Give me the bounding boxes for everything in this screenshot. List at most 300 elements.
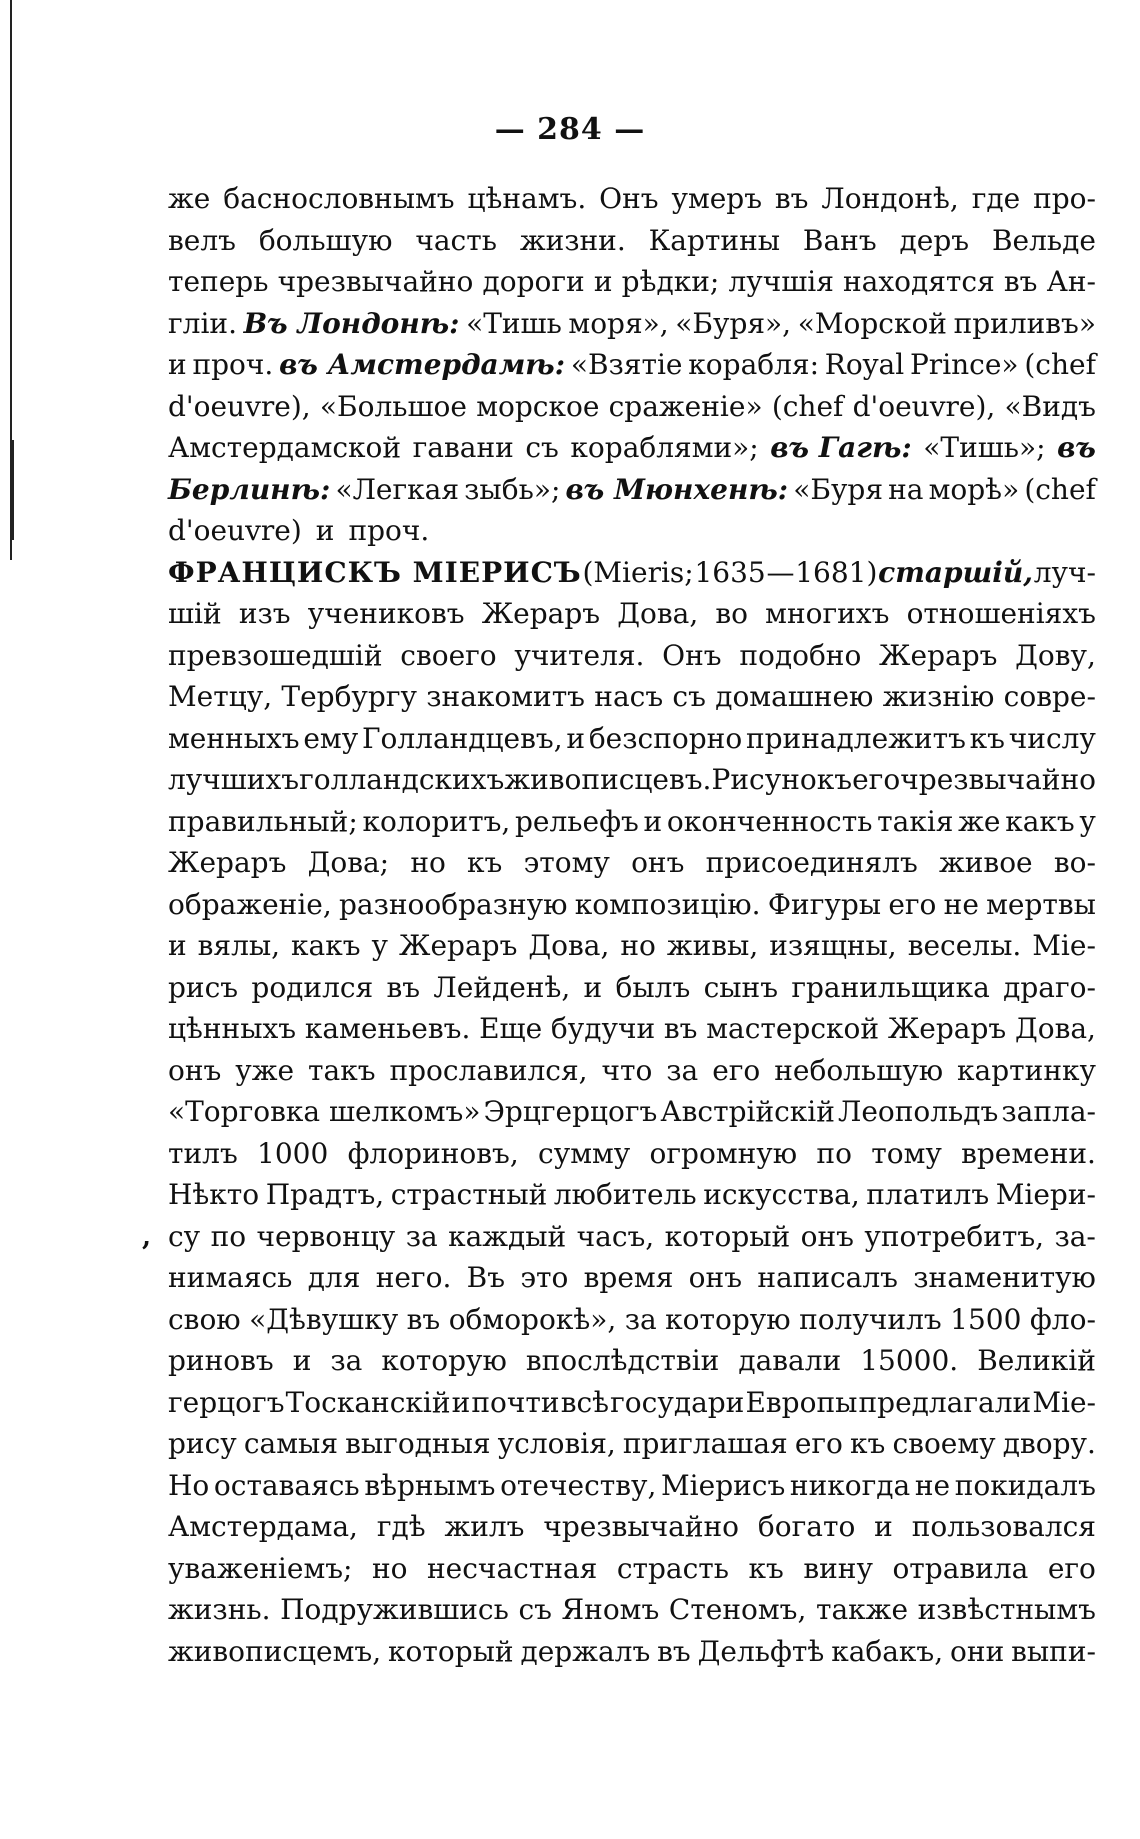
word: морское [476, 389, 600, 423]
text-line [168, 967, 1096, 1009]
word: Дова, [1014, 1012, 1096, 1045]
word: флориновъ, [347, 1136, 519, 1170]
page-number: — 284 — [494, 112, 646, 147]
word: колоритъ, [362, 804, 511, 838]
word: у [371, 929, 389, 962]
word: Эрцгерцогъ [483, 1095, 658, 1128]
word: который [664, 1219, 791, 1253]
word: домашнею [715, 680, 874, 713]
text-line [168, 386, 1096, 428]
word: обморокѣ», [448, 1302, 617, 1336]
text-line [168, 1506, 1096, 1548]
word: которую [381, 1344, 507, 1377]
word: морѣ» [928, 472, 1020, 506]
word: Фигуры [767, 887, 882, 921]
word: но [371, 1551, 408, 1585]
word: уваженіемъ; [168, 1551, 353, 1585]
word: Но [168, 1468, 210, 1502]
word: изящны, [769, 929, 897, 962]
word: «Тишь [466, 306, 562, 340]
word: нимаясь [168, 1261, 293, 1294]
word: къ [850, 1427, 886, 1460]
word: Prince» [909, 348, 1019, 381]
word: который [388, 1634, 514, 1668]
text-line [168, 220, 1096, 262]
word: которую [665, 1302, 791, 1336]
word: свою [168, 1302, 241, 1336]
word: Тосканскій [285, 1385, 451, 1419]
word: живое [939, 846, 1033, 879]
word: въ Амстердамѣ: [279, 348, 566, 381]
word: его [1047, 1551, 1096, 1585]
word: страсть [616, 1551, 730, 1585]
word: его [888, 887, 937, 921]
word: рисъ [168, 970, 239, 1004]
word: любитель [553, 1178, 697, 1211]
word: «Буря [793, 472, 884, 506]
word: что [601, 1053, 653, 1087]
text-line [168, 510, 1096, 552]
word: за [624, 1302, 657, 1336]
word: Яномъ [561, 1593, 660, 1626]
word: гліи. [168, 306, 237, 340]
word: Подружившись [280, 1593, 509, 1626]
word: присоединялъ [705, 846, 918, 879]
word: вѣрнымъ [364, 1468, 496, 1502]
word: Леопольдъ [837, 1095, 999, 1128]
word: такія [877, 804, 954, 838]
word: Жераръ [399, 929, 518, 962]
word: приглашая [622, 1427, 788, 1460]
word: запла- [1001, 1095, 1096, 1128]
word: своего [400, 638, 497, 672]
text-line [168, 344, 1096, 386]
word: дороги [482, 265, 585, 298]
word: Онъ [662, 638, 722, 672]
word: въ [663, 1012, 698, 1045]
word: всѣ [560, 1385, 610, 1419]
word: Вельде [991, 223, 1096, 257]
word: прославился, [389, 1053, 588, 1087]
word: сынъ [703, 970, 779, 1004]
word: знаменитую [913, 1261, 1096, 1294]
word: во- [1053, 846, 1096, 879]
word: но [620, 929, 656, 962]
word: на [888, 472, 924, 506]
word: жизнь. [168, 1593, 271, 1626]
word: держалъ [520, 1634, 651, 1668]
word: картинку [957, 1053, 1096, 1087]
word: рельефъ [514, 804, 639, 838]
text-line [168, 925, 1096, 967]
word: где [971, 182, 1021, 215]
word: самыя [243, 1427, 338, 1460]
word: выпи- [1011, 1634, 1096, 1668]
word: Міе- [1032, 1385, 1096, 1419]
text-line [168, 635, 1096, 677]
word: въ [1003, 265, 1038, 298]
word: оставаясь [213, 1468, 360, 1502]
word: разнообразную [338, 887, 568, 921]
word: чрезвычайно [543, 1510, 740, 1543]
word: жизни. [519, 223, 626, 257]
word: Амстердамской [168, 431, 402, 464]
word: насъ [594, 680, 664, 713]
word: драго- [1003, 970, 1096, 1004]
word: изъ [238, 597, 291, 630]
word: будучи [550, 1012, 656, 1045]
word: живописцемъ, [168, 1634, 382, 1668]
word: d'oeuvre) [168, 514, 302, 547]
word: старшій, [878, 555, 1033, 589]
word: также [816, 1593, 909, 1626]
word: живописцевъ. [504, 763, 712, 796]
word: къ [969, 721, 1005, 755]
word: никогда [789, 1468, 911, 1502]
word: гдѣ [376, 1510, 426, 1543]
word: луч- [1033, 555, 1096, 589]
word: кабакъ, [831, 1634, 944, 1668]
word: не [914, 1468, 951, 1502]
word: тилъ [168, 1136, 238, 1170]
text-line [168, 1382, 1096, 1424]
word: композицію. [574, 887, 761, 921]
text-line [168, 1216, 1096, 1258]
text-line [168, 1008, 1096, 1050]
word: и [168, 929, 187, 962]
word: фло- [1029, 1302, 1096, 1336]
word: чрезвычайно [277, 265, 474, 298]
word: 15000. [860, 1344, 959, 1377]
word: искусства, [703, 1178, 860, 1211]
word: жилъ [444, 1510, 525, 1543]
word: по [816, 1136, 852, 1170]
word: и [168, 348, 187, 381]
word: Дова, [528, 929, 610, 962]
word: родился [251, 970, 374, 1004]
word: «Морской [797, 306, 947, 340]
word: своему [892, 1427, 996, 1460]
text-line [168, 1631, 1096, 1673]
word: 1000 [257, 1136, 329, 1170]
word: почти [471, 1385, 560, 1419]
word: 1681) [795, 555, 878, 589]
word: для [307, 1261, 361, 1294]
word: огромную [649, 1136, 798, 1170]
word: «Торговка шелкомъ» [168, 1095, 481, 1128]
word: въ Гагѣ: [770, 431, 912, 464]
word: Дова; [307, 846, 390, 879]
word: червонцу [256, 1219, 396, 1253]
word: но [410, 846, 446, 879]
word: покидалъ [954, 1468, 1096, 1502]
word: Рисунокъ [711, 763, 853, 796]
word: въ Мюнхенѣ: [565, 472, 789, 506]
word: Великій [977, 1344, 1096, 1377]
word: мертвы [986, 887, 1096, 921]
word: безспорно [588, 721, 743, 755]
word: часть [415, 223, 497, 257]
word: онъ [168, 1053, 222, 1087]
text-line [168, 1589, 1096, 1631]
word: во [715, 597, 749, 630]
word: онъ [688, 1261, 743, 1294]
word: находятся [843, 265, 995, 298]
text-line [168, 842, 1096, 884]
word: (chef [1024, 472, 1096, 506]
word: Европы [745, 1385, 858, 1419]
word: Картины [648, 223, 781, 257]
word: Лейденѣ, [433, 970, 571, 1004]
word: двору. [1002, 1427, 1096, 1460]
word: велъ [168, 223, 236, 257]
word: оконченность [666, 804, 873, 838]
word: правильный; [168, 804, 358, 838]
text-line [168, 303, 1096, 345]
text-line [168, 427, 1096, 469]
word: съ [525, 431, 559, 464]
word: гавани [412, 431, 514, 464]
word: и [292, 1344, 312, 1377]
word: и [566, 721, 586, 755]
word: «Тишь»; [923, 431, 1046, 464]
word: проч. [348, 514, 430, 547]
word: время [583, 1261, 674, 1294]
word: какъ [291, 929, 361, 962]
word: употребитъ, [864, 1219, 1045, 1253]
word: гранильщика [791, 970, 990, 1004]
word: вину [803, 1551, 873, 1585]
word: d'oeuvre), [168, 389, 311, 423]
text-line [168, 1548, 1096, 1590]
word: «Большое [319, 389, 467, 423]
word: впослѣдствіи [525, 1344, 720, 1377]
word: подобно [739, 638, 862, 672]
word: его [794, 1427, 843, 1460]
word: Голландцевъ, [361, 721, 563, 755]
word: «Дѣвушку [249, 1302, 399, 1336]
word: риновъ [168, 1344, 274, 1377]
word: Въ [466, 1261, 506, 1294]
word: зыбь»; [464, 472, 561, 506]
word: сумму [538, 1136, 631, 1170]
word: деръ [899, 223, 970, 257]
word: рису [168, 1427, 237, 1460]
word: это [520, 1261, 569, 1294]
text-line [168, 1423, 1096, 1465]
word: ему [303, 721, 359, 755]
word: получилъ [799, 1302, 942, 1336]
word: за [666, 1053, 699, 1087]
word: богато [757, 1510, 856, 1543]
word: совре- [1003, 680, 1096, 713]
word: цѣнныхъ [168, 1012, 297, 1045]
word: «Видъ [1004, 389, 1096, 423]
text-line [168, 1465, 1096, 1507]
word: лучшія [728, 265, 834, 298]
text-line [168, 552, 1096, 594]
word: Нѣкто [168, 1178, 260, 1211]
text-line [168, 676, 1096, 718]
word: d'oeuvre), [852, 389, 996, 423]
word: чрезвычайно [900, 763, 1096, 796]
word: отечеству, [500, 1468, 657, 1502]
word: приливъ» [953, 306, 1096, 340]
text-line [168, 1050, 1096, 1092]
word: большую [258, 223, 393, 257]
page-edge-line [12, 440, 14, 540]
word: и [315, 514, 335, 547]
word: выгодныя [345, 1427, 491, 1460]
word: учителя. [514, 638, 645, 672]
word: теперь [168, 265, 269, 298]
word: голландскихъ [299, 763, 505, 796]
text-line [168, 884, 1096, 926]
word: въ [406, 1302, 441, 1336]
word: такъ [308, 1053, 376, 1087]
word: въ [386, 970, 421, 1004]
word: Міери- [995, 1178, 1096, 1211]
word: (chef [771, 389, 844, 423]
word: знакомитъ [426, 680, 585, 713]
word: сраженіе» [608, 389, 763, 423]
word: къ [467, 846, 503, 879]
text-line [168, 593, 1096, 635]
word: корабля: [688, 348, 819, 381]
word: отравила [892, 1551, 1029, 1585]
word: и [643, 804, 663, 838]
word: пользовался [911, 1510, 1096, 1543]
word: мастерской [706, 1012, 880, 1045]
word: по [210, 1219, 247, 1253]
word: съ [672, 680, 706, 713]
word: небольшую [774, 1053, 944, 1087]
text-line [168, 1174, 1096, 1216]
word: Онъ [599, 182, 659, 215]
word: проч. [192, 348, 274, 381]
word: государи [610, 1385, 745, 1419]
text-line [168, 469, 1096, 511]
word: герцогъ [168, 1385, 285, 1419]
word: лучшихъ [168, 763, 300, 796]
word: Міерисъ [661, 1468, 786, 1502]
word: Дова, [617, 597, 699, 630]
word: не [943, 887, 979, 921]
word: у [1079, 804, 1096, 838]
word: Тербургу [281, 680, 417, 713]
word: принадлежитъ [745, 721, 966, 755]
word: Жераръ [879, 638, 998, 672]
word: каждый [448, 1219, 567, 1253]
word: него. [375, 1261, 452, 1294]
word: и [583, 970, 603, 1004]
word: давали [738, 1344, 842, 1377]
word: баснословнымъ [223, 182, 455, 215]
word: уже [235, 1053, 295, 1087]
word: шій [168, 597, 222, 630]
word: онъ [800, 1219, 854, 1253]
word: менныхъ [168, 721, 300, 755]
word: Дову, [1015, 638, 1096, 672]
text-line [168, 261, 1096, 303]
word: за [405, 1219, 438, 1253]
word: Стеномъ, [668, 1593, 807, 1626]
word: — [766, 555, 795, 589]
word: платилъ [866, 1178, 990, 1211]
word: моря», [568, 306, 669, 340]
word: предлагали [858, 1385, 1032, 1419]
word: условія, [497, 1427, 616, 1460]
word: времени. [961, 1136, 1096, 1170]
word: вялы, [197, 929, 281, 962]
word: Метцу, [168, 680, 273, 713]
word: они [950, 1634, 1005, 1668]
word: 1635 [694, 555, 766, 589]
word: многихъ [765, 597, 890, 630]
word: кораблями»; [570, 431, 759, 464]
word: его [852, 763, 901, 796]
word: несчастная [427, 1551, 598, 1585]
word: къ [748, 1551, 784, 1585]
word: отношеніяхъ [906, 597, 1096, 630]
word: Жераръ [168, 846, 287, 879]
word: былъ [615, 970, 691, 1004]
word: Амстердама, [168, 1510, 358, 1543]
text-line [168, 1091, 1096, 1133]
word: страстный [390, 1178, 548, 1211]
word: рѣдки; [621, 265, 720, 298]
word: какъ [1005, 804, 1075, 838]
word: Лондонѣ, [821, 182, 959, 215]
word: съ [518, 1593, 552, 1626]
word: «Буря», [675, 306, 792, 340]
word: ображеніе, [168, 887, 332, 921]
word: и [874, 1510, 893, 1543]
word: (Mieris; [582, 555, 694, 589]
word: умеръ [671, 182, 763, 215]
word: Берлинѣ: [168, 472, 331, 506]
word: этому [523, 846, 610, 879]
word: извѣстнымъ [917, 1593, 1096, 1626]
word: и [451, 1385, 471, 1419]
word: за- [1054, 1219, 1096, 1253]
word: и [593, 265, 613, 298]
word: за [330, 1344, 363, 1377]
word: Ан- [1046, 265, 1096, 298]
word: превзошедшій [168, 638, 383, 672]
word: Міе- [1032, 929, 1096, 962]
text-line [168, 178, 1096, 220]
text-line [168, 1257, 1096, 1299]
word: жизнію [882, 680, 995, 713]
text-line [168, 1340, 1096, 1382]
word: часъ, [576, 1219, 655, 1253]
word: Жераръ [887, 1012, 1007, 1045]
word: написалъ [757, 1261, 898, 1294]
word: учениковъ [307, 597, 465, 630]
text-line [168, 1299, 1096, 1341]
word: въ [657, 1634, 691, 1668]
word: ФРАНЦИСКЪ МІЕРИСЪ [168, 555, 582, 589]
word: Прадтъ, [265, 1178, 385, 1211]
word: Въ Лондонѣ: [243, 306, 460, 340]
word: живы, [666, 929, 759, 962]
word: «Взятіе [570, 348, 683, 381]
word: въ [774, 182, 809, 215]
text-line [168, 759, 1096, 801]
word: 1500 [950, 1302, 1022, 1336]
word: Royal [824, 348, 905, 381]
